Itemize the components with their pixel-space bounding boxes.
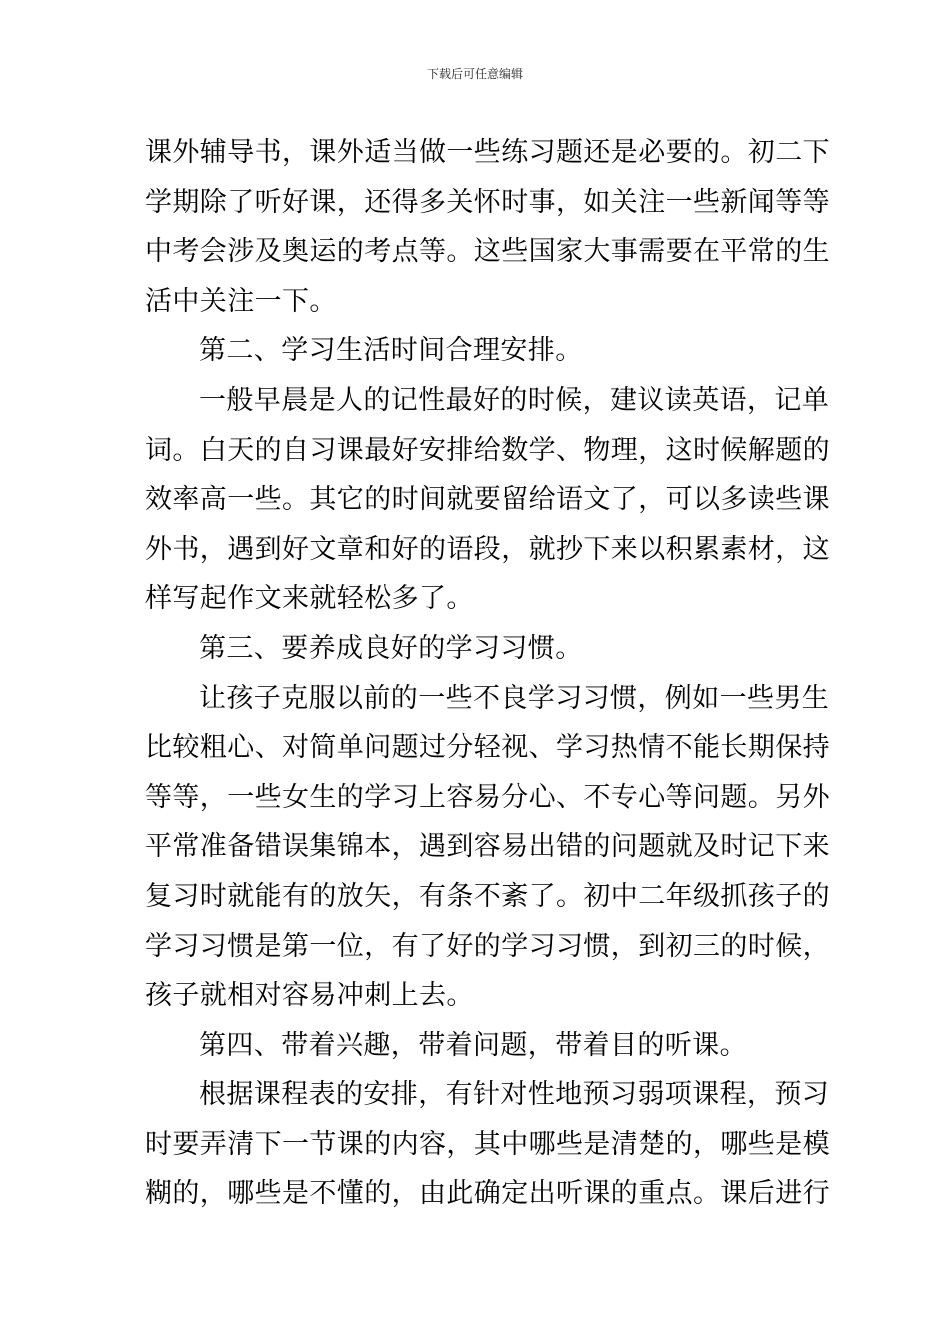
text-line: 中考会涉及奥运的考点等。这些国家大事需要在平常的生 <box>145 236 830 268</box>
text-line: 学习习惯是第一位，有了好的学习习惯，到初三的时候， <box>145 930 830 962</box>
text-line: 活中关注一下。 <box>145 285 337 317</box>
text-line: 词。白天的自习课最好安排给数学、物理，这时候解题的 <box>145 434 830 466</box>
page-header: 下载后可任意编辑 <box>426 67 523 81</box>
section-heading: 第二、学习生活时间合理安排。 <box>199 335 583 367</box>
section-heading: 第三、要养成良好的学习习惯。 <box>199 632 583 664</box>
text-line: 糊的，哪些是不懂的，由此确定出听课的重点。课后进行 <box>145 1178 830 1210</box>
text-line: 一般早晨是人的记性最好的时候，建议读英语，记单 <box>199 384 830 416</box>
text-line: 时要弄清下一节课的内容，其中哪些是清楚的，哪些是模 <box>145 1128 830 1160</box>
text-line: 平常准备错误集锦本，遇到容易出错的问题就及时记下来 <box>145 831 830 863</box>
text-line: 复习时就能有的放矢，有条不紊了。初中二年级抓孩子的 <box>145 880 830 912</box>
section-heading: 第四、带着兴趣，带着问题，带着目的听课。 <box>199 1029 747 1061</box>
text-line: 外书，遇到好文章和好的语段，就抄下来以积累素材，这 <box>145 533 830 565</box>
text-line: 比较粗心、对简单问题过分轻视、学习热情不能长期保持 <box>145 732 830 764</box>
text-line: 学期除了听好课，还得多关怀时事，如关注一些新闻等等 <box>145 186 830 218</box>
text-line: 样写起作文来就轻松多了。 <box>145 583 474 615</box>
text-line: 让孩子克服以前的一些不良学习习惯，例如一些男生 <box>199 682 830 714</box>
text-line: 孩子就相对容易冲刺上去。 <box>145 980 474 1012</box>
text-line: 根据课程表的安排，有针对性地预习弱项课程，预习 <box>199 1079 830 1111</box>
document-body <box>145 128 830 1219</box>
text-line: 课外辅导书，课外适当做一些练习题还是必要的。初二下 <box>145 137 830 168</box>
text-line: 等等，一些女生的学习上容易分心、不专心等问题。另外 <box>145 781 830 813</box>
text-line: 效率高一些。其它的时间就要留给语文了，可以多读些课 <box>145 484 830 516</box>
